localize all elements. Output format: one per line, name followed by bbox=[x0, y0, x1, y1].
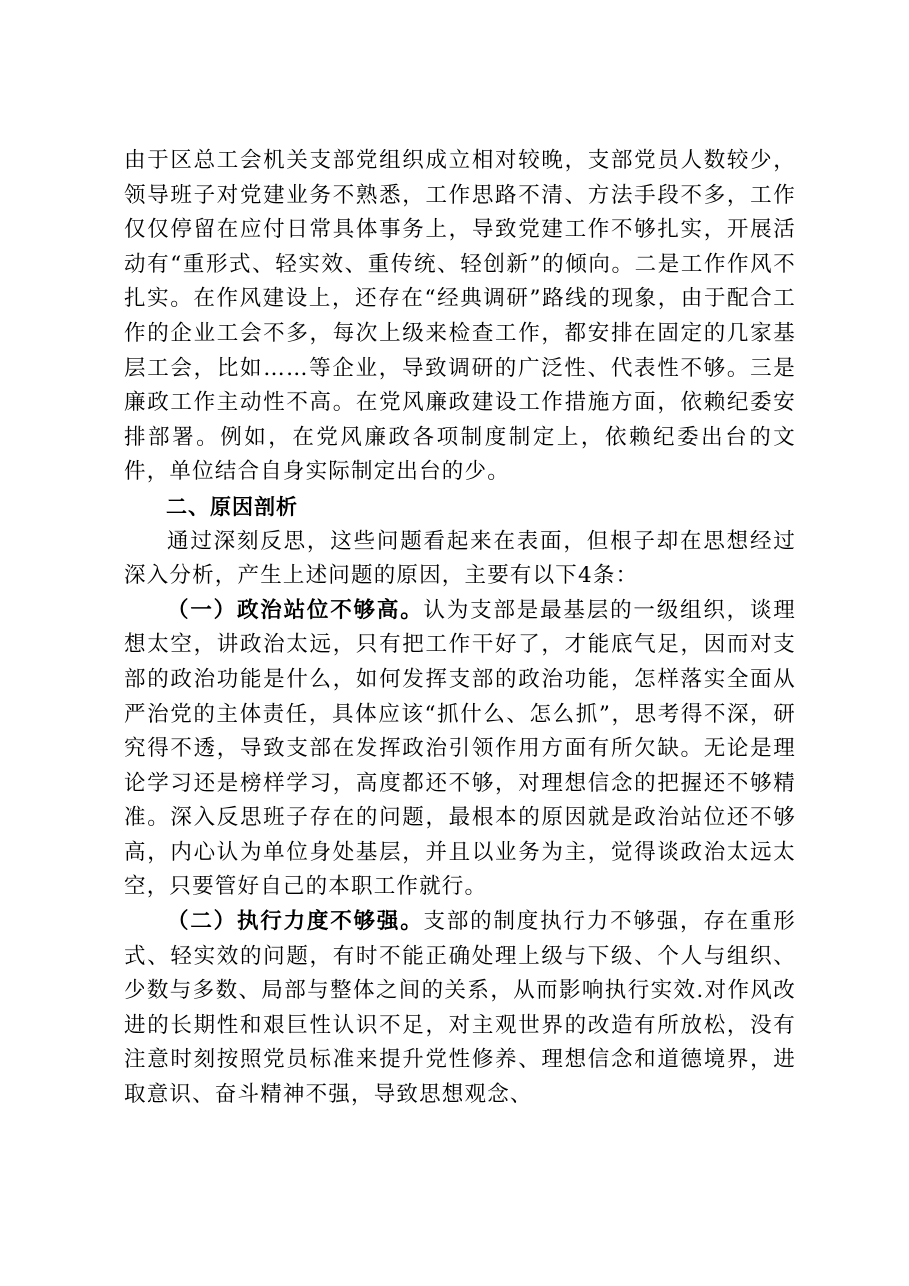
paragraph-political-standing-body: 认为支部是最基层的一级组织，谈理想太空，讲政治太远，只有把工作干好了，才能底气足，因而对支部的政治功能是什么，如何发挥支部的政治功能，怎样落实全面从严治党的主体责任，具体应该“抓什么、怎么抓”，思考得不深，研究得不透，导致支部在发挥政治引领作用方面有所欠缺。无论是理论学习还是榜样学习，高度都还不够，对理想信念的把握还不够精准。深入反思班子存在的问题，最根本的原因就是政治站位还不够高，内心认为单位身处基层，并且以业务为主，觉得谈政治太远太空，只要管好自己的本职工作就行。 bbox=[124, 597, 797, 900]
paragraph-cause-intro: 通过深刻反思，这些问题看起来在表面，但根子却在思想经过深入分析，产生上述问题的原因，主要有以下4条： bbox=[124, 528, 796, 589]
subheading-execution: （二）执行力度不够强。 bbox=[167, 909, 424, 935]
paragraph-political-standing bbox=[124, 594, 796, 905]
subheading-political-standing: （一）政治站位不够高。 bbox=[167, 597, 424, 623]
paragraph-execution bbox=[124, 905, 796, 1113]
document-page bbox=[124, 144, 796, 1113]
paragraph-problems-continued: 由于区总工会机关支部党组织成立相对较晚，支部党员人数较少，领导班子对党建业务不熟悉，工作思路不清、方法手段不多，工作仅仅停留在应付日常具体事务上，导致党建工作不够扎实，开展活动有“重形式、轻实效、重传统、轻创新”的倾向。二是工作作风不扎实。在作风建设上，还存在“经典调研”路线的现象，由于配合工作的企业工会不多，每次上级来检查工作，都安排在固定的几家基层工会，比如……等企业，导致调研的广泛性、代表性不够。三是廉政工作主动性不高。在党风廉政建设工作措施方面，依赖纪委安排部署。例如，在党风廉政各项制度制定上，依赖纪委出台的文件，单位结合自身实际制定出台的少。 bbox=[124, 148, 796, 485]
paragraph-execution-body: 支部的制度执行力不够强，存在重形式、轻实效的问题，有时不能正确处理上级与下级、个人与组织、少数与多数、局部与整体之间的关系，从而影响执行实效.对作风改进的长期性和艰巨性认识不足，对主观世界的改造有所放松，没有注意时刻按照党员标准来提升党性修养、理想信念和道德境界，进取意识、奋斗精神不强，导致思想观念、 bbox=[124, 909, 797, 1108]
section-heading-cause-analysis: 二、原因剖析 bbox=[166, 494, 298, 519]
